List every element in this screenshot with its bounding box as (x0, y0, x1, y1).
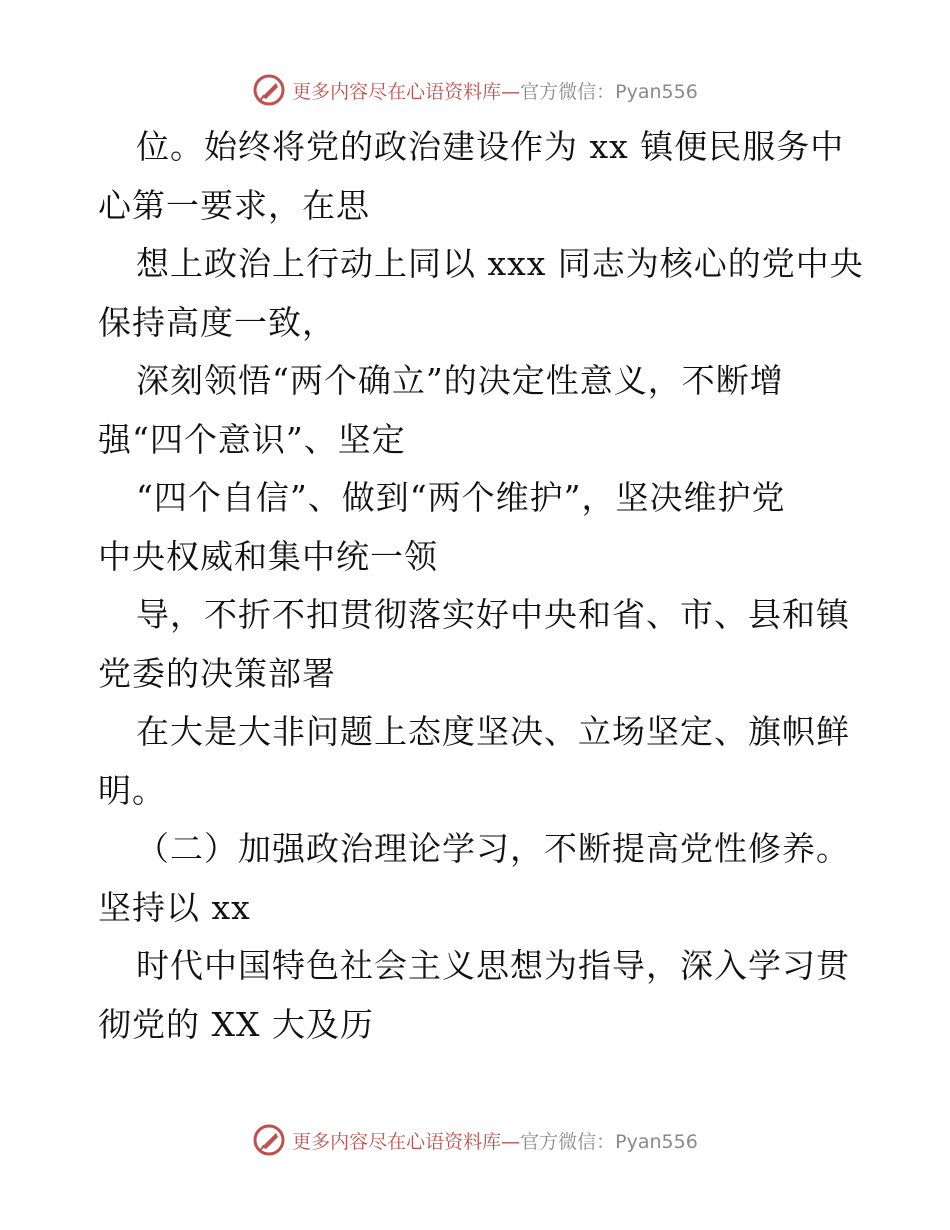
body-line: 心第一要求，在思 (98, 185, 370, 225)
body-line: 想上政治上行动上同以 xxx 同志为核心的党中央 (136, 244, 864, 283)
body-line: 导，不折不扣贯彻落实好中央和省、市、县和镇 (136, 595, 850, 634)
header-watermark-banner (0, 70, 950, 110)
body-line: 保持高度一致， (98, 302, 336, 342)
body-line: 彻党的 XX 大及历 (98, 1004, 374, 1044)
header-banner-sub: 官方微信：Pyan556 (520, 80, 698, 103)
quill-logo-icon (252, 73, 286, 107)
header-banner-main: 更多内容尽在心语资料库— (292, 80, 521, 103)
body-line: 坚持以 xx (98, 887, 251, 927)
footer-banner-sub: 官方微信：Pyan556 (520, 1130, 698, 1153)
document-body (98, 118, 864, 1054)
body-line: “四个自信”、做到“两个维护”，坚决维护党 (136, 478, 786, 517)
body-line: 在大是大非问题上态度坚决、立场坚定、旗帜鲜 (136, 712, 850, 751)
quill-logo-icon (252, 1123, 286, 1157)
header-banner-text (292, 77, 698, 104)
footer-watermark-banner (0, 1120, 950, 1160)
body-line: 党委的决策部署 (98, 653, 336, 693)
body-line: 强“四个意识”、坚定 (98, 419, 406, 459)
body-line: 位。始终将党的政治建设作为 xx 镇便民服务中 (136, 127, 845, 166)
body-line: 深刻领悟“两个确立”的决定性意义，不断增 (136, 361, 784, 400)
footer-banner-main: 更多内容尽在心语资料库— (292, 1130, 521, 1153)
body-line: 明。 (98, 770, 166, 810)
body-line: （二）加强政治理论学习，不断提高党性修养。 (136, 829, 850, 868)
body-line: 时代中国特色社会主义思想为指导，深入学习贯 (136, 946, 850, 985)
body-line: 中央权威和集中统一领 (98, 536, 438, 576)
footer-banner-text (292, 1127, 698, 1154)
